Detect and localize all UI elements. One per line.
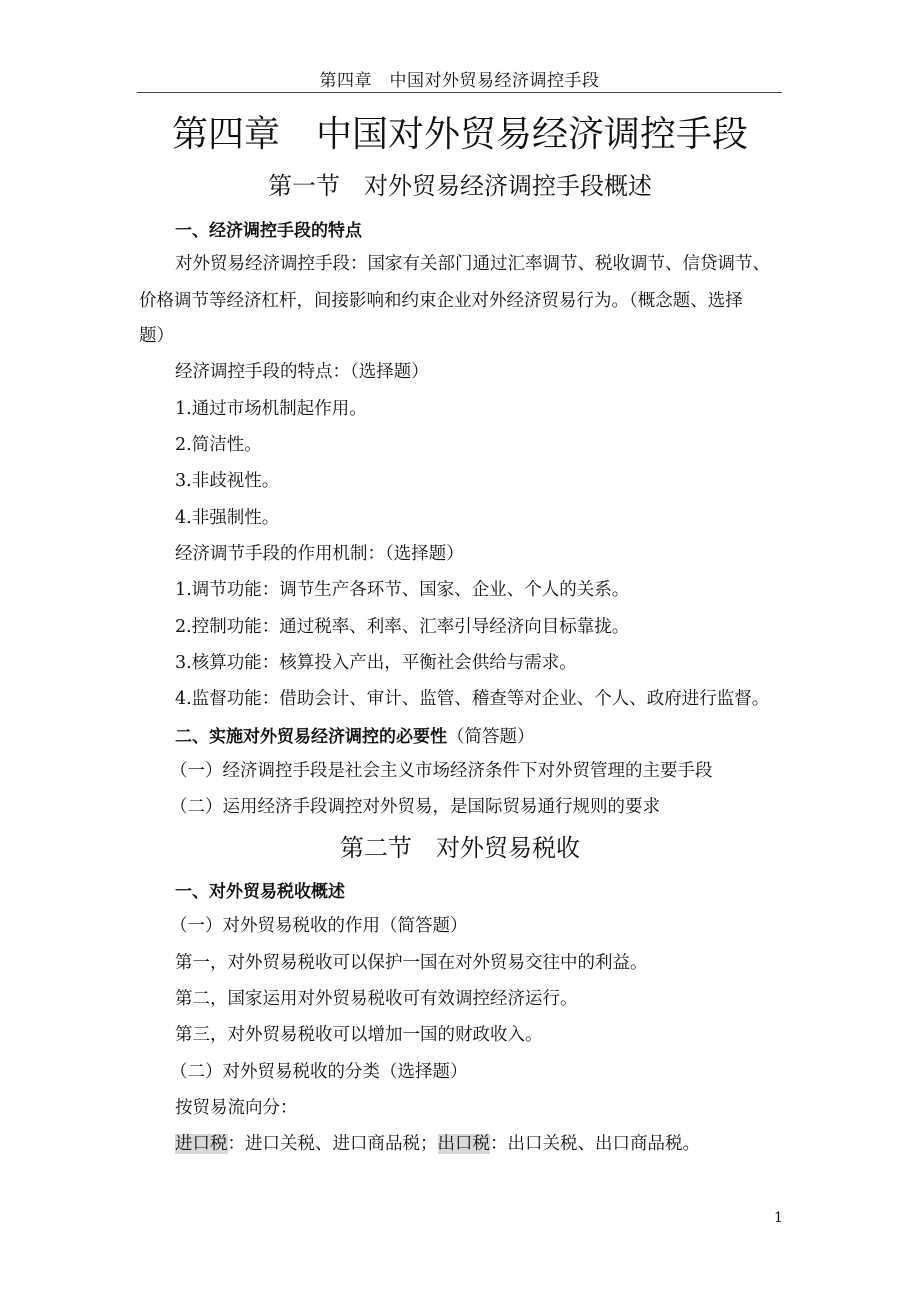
necessity-item: （二）运用经济手段调控对外贸易，是国际贸易通行规则的要求	[170, 797, 660, 817]
heading-features: 一、经济调控手段的特点	[175, 221, 362, 241]
export-tax-label: 出口税	[437, 1134, 490, 1154]
feature-item: 4.非强制性。	[175, 508, 280, 528]
definition-line-1: 对外贸易经济调控手段：国家有关部门通过汇率调节、税收调节、信贷调节、	[175, 254, 770, 274]
heading-necessity-bold: 二、实施对外贸易经济调控的必要性	[175, 727, 447, 747]
chapter-title: 第四章 中国对外贸易经济调控手段	[171, 114, 748, 155]
necessity-item: （一）经济调控手段是社会主义市场经济条件下对外贸管理的主要手段	[170, 761, 713, 781]
tax-class-title: （二）对外贸易税收的分类（选择题）	[170, 1062, 468, 1082]
export-tax-text: ：出口关税、出口商品税。	[490, 1134, 700, 1154]
mechanism-item: 4.监督功能：借助会计、审计、监管、稽查等对企业、个人、政府进行监督。	[175, 689, 770, 709]
running-header: 第四章 中国对外贸易经济调控手段	[319, 71, 600, 91]
section-1-title: 第一节 对外贸易经济调控手段概述	[268, 172, 652, 200]
import-tax-text: ：进口关税、进口商品税；	[227, 1134, 438, 1154]
heading-necessity-note: （简答题）	[447, 727, 535, 747]
feature-item: 2.简洁性。	[175, 435, 262, 455]
tax-types-line	[175, 1132, 700, 1156]
feature-item: 1.通过市场机制起作用。	[175, 399, 367, 419]
tax-role-item: 第一，对外贸易税收可以保护一国在对外贸易交往中的利益。	[175, 953, 648, 973]
features-intro: 经济调控手段的特点：（选择题）	[175, 362, 429, 382]
heading-necessity	[175, 722, 535, 749]
header-rule	[137, 92, 782, 93]
heading-tax-overview: 一、对外贸易税收概述	[175, 882, 345, 902]
mechanism-intro: 经济调节手段的作用机制：（选择题）	[175, 544, 464, 564]
mechanism-item: 1.调节功能：调节生产各环节、国家、企业、个人的关系。	[175, 580, 630, 600]
tax-role-item: 第三，对外贸易税收可以增加一国的财政收入。	[175, 1025, 543, 1045]
section-2-title: 第二节 对外贸易税收	[340, 834, 580, 862]
tax-role-item: 第二，国家运用对外贸易税收可有效调控经济运行。	[175, 989, 578, 1009]
tax-role-title: （一）对外贸易税收的作用（简答题）	[170, 916, 468, 936]
mechanism-item: 2.控制功能：通过税率、利率、汇率引导经济向目标靠拢。	[175, 617, 630, 637]
definition-line-2: 价格调节等经济杠杆，间接影响和约束企业对外经济贸易行为。（概念题、选择	[139, 291, 743, 311]
definition-line-3: 题）	[139, 326, 174, 346]
import-tax-label: 进口税	[175, 1134, 228, 1154]
mechanism-item: 3.核算功能：核算投入产出，平衡社会供给与需求。	[175, 653, 577, 673]
by-trade-flow: 按贸易流向分：	[175, 1098, 298, 1118]
feature-item: 3.非歧视性。	[175, 471, 280, 491]
page-number: 1	[774, 1210, 783, 1226]
